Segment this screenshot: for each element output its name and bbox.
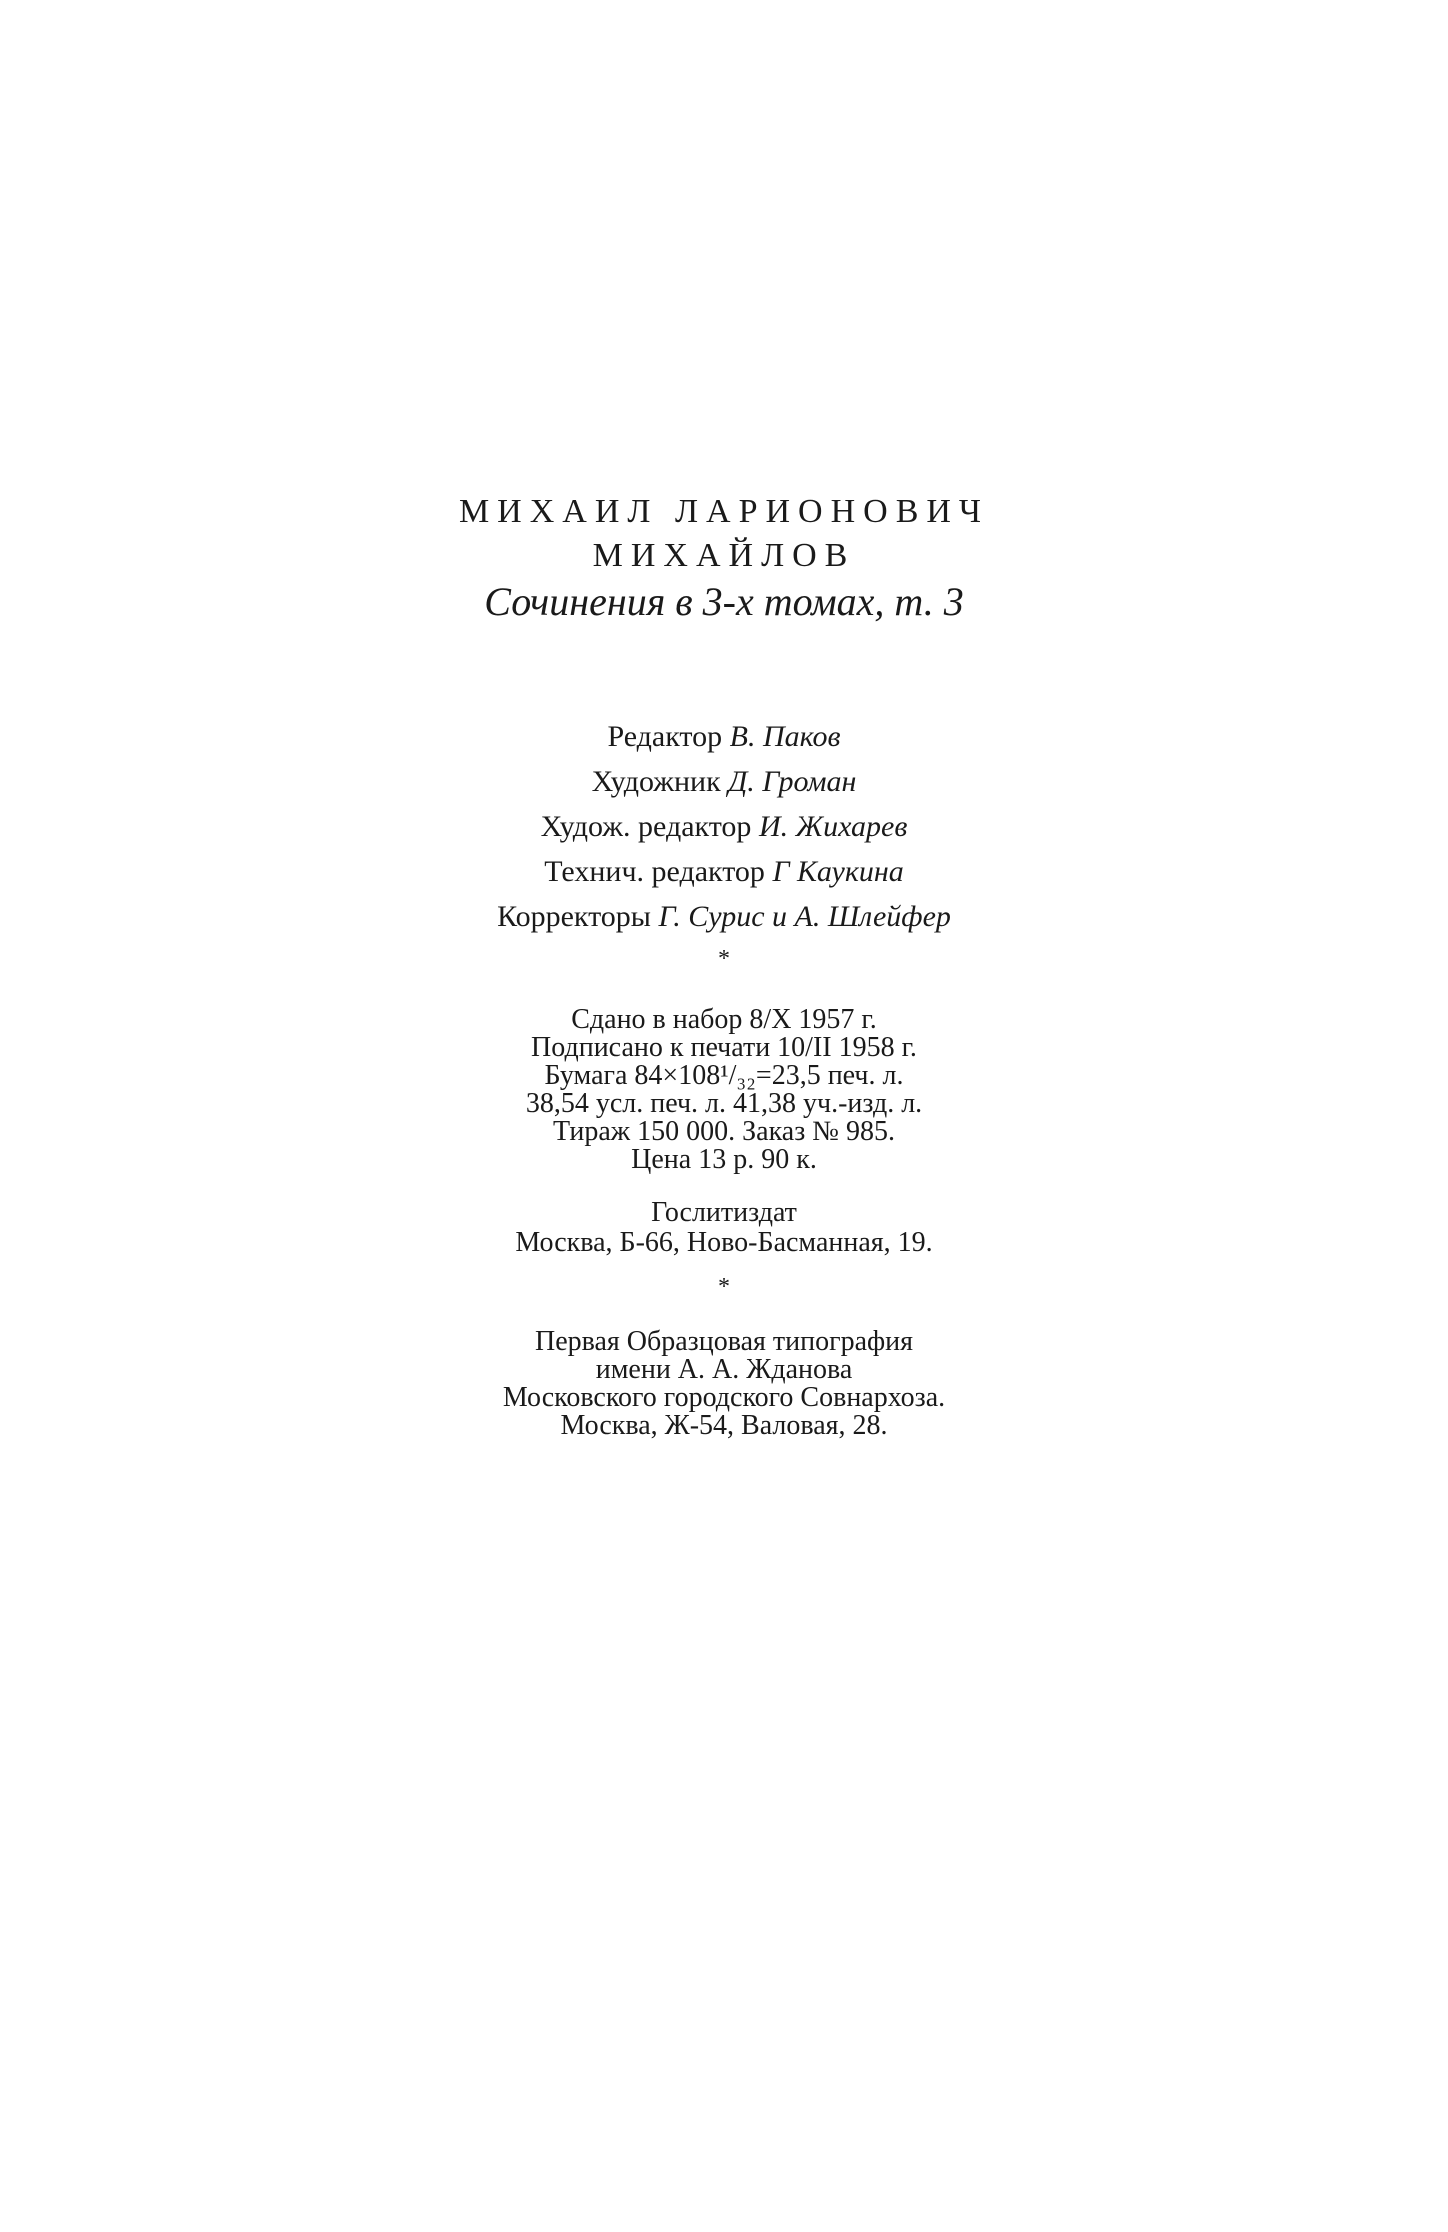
printer-line: имени А. А. Жданова: [595, 1354, 853, 1385]
printer-line: Москва, Ж-54, Валовая, 28.: [560, 1410, 888, 1441]
credit-role: Редактор: [607, 720, 723, 753]
publisher-address: Москва, Б-66, Ново-Басманная, 19.: [515, 1227, 933, 1258]
credit-person: Г. Сурис и А. Шлейфер: [658, 900, 951, 933]
credit-role: Технич. редактор: [544, 855, 765, 888]
credit-role: Художник: [591, 765, 721, 798]
imprint-sheets: 38,54 усл. печ. л. 41,38 уч.-изд. л.: [525, 1088, 923, 1119]
author-name: [0, 490, 1448, 578]
printer-block: [0, 1328, 1448, 1440]
credit-art-editor: [0, 804, 1448, 849]
separator-asterisk: *: [718, 946, 730, 972]
separator-asterisk: *: [718, 1274, 730, 1300]
imprint-price: Цена 13 р. 90 к.: [631, 1144, 817, 1175]
author-last-line: МИХАЙЛОВ: [592, 537, 856, 574]
publisher-name: Гослитиздат: [651, 1197, 797, 1228]
credit-person: Г Каукина: [772, 855, 904, 888]
printer-line: Московского городского Совнархоза.: [502, 1382, 946, 1413]
credit-person: И. Жихарев: [758, 810, 908, 843]
book-title: Сочинения в 3-х томах, т. 3: [484, 579, 964, 624]
credit-person: В. Паков: [729, 720, 841, 753]
publisher-block: [0, 1198, 1448, 1258]
imprint-block: [0, 1006, 1448, 1174]
printer-line: Первая Образцовая типография: [534, 1326, 914, 1357]
credit-person: Д. Громан: [728, 765, 857, 798]
credit-artist: [0, 759, 1448, 804]
imprint-paper: Бумага 84×108¹/₃₂=23,5 печ. л.: [544, 1060, 904, 1091]
imprint-print-date: Подписано к печати 10/II 1958 г.: [531, 1032, 917, 1063]
credit-role: Корректоры: [497, 900, 651, 933]
credits-list: [0, 714, 1448, 939]
imprint-typeset-date: Сдано в набор 8/X 1957 г.: [571, 1004, 877, 1035]
imprint-run-order: Тираж 150 000. Заказ № 985.: [552, 1116, 895, 1147]
credit-role: Худож. редактор: [540, 810, 752, 843]
credit-editor: [0, 714, 1448, 759]
credit-proofreaders: [0, 894, 1448, 939]
credit-tech-editor: [0, 849, 1448, 894]
author-first-line: МИХАИЛ ЛАРИОНОВИЧ: [458, 493, 990, 530]
